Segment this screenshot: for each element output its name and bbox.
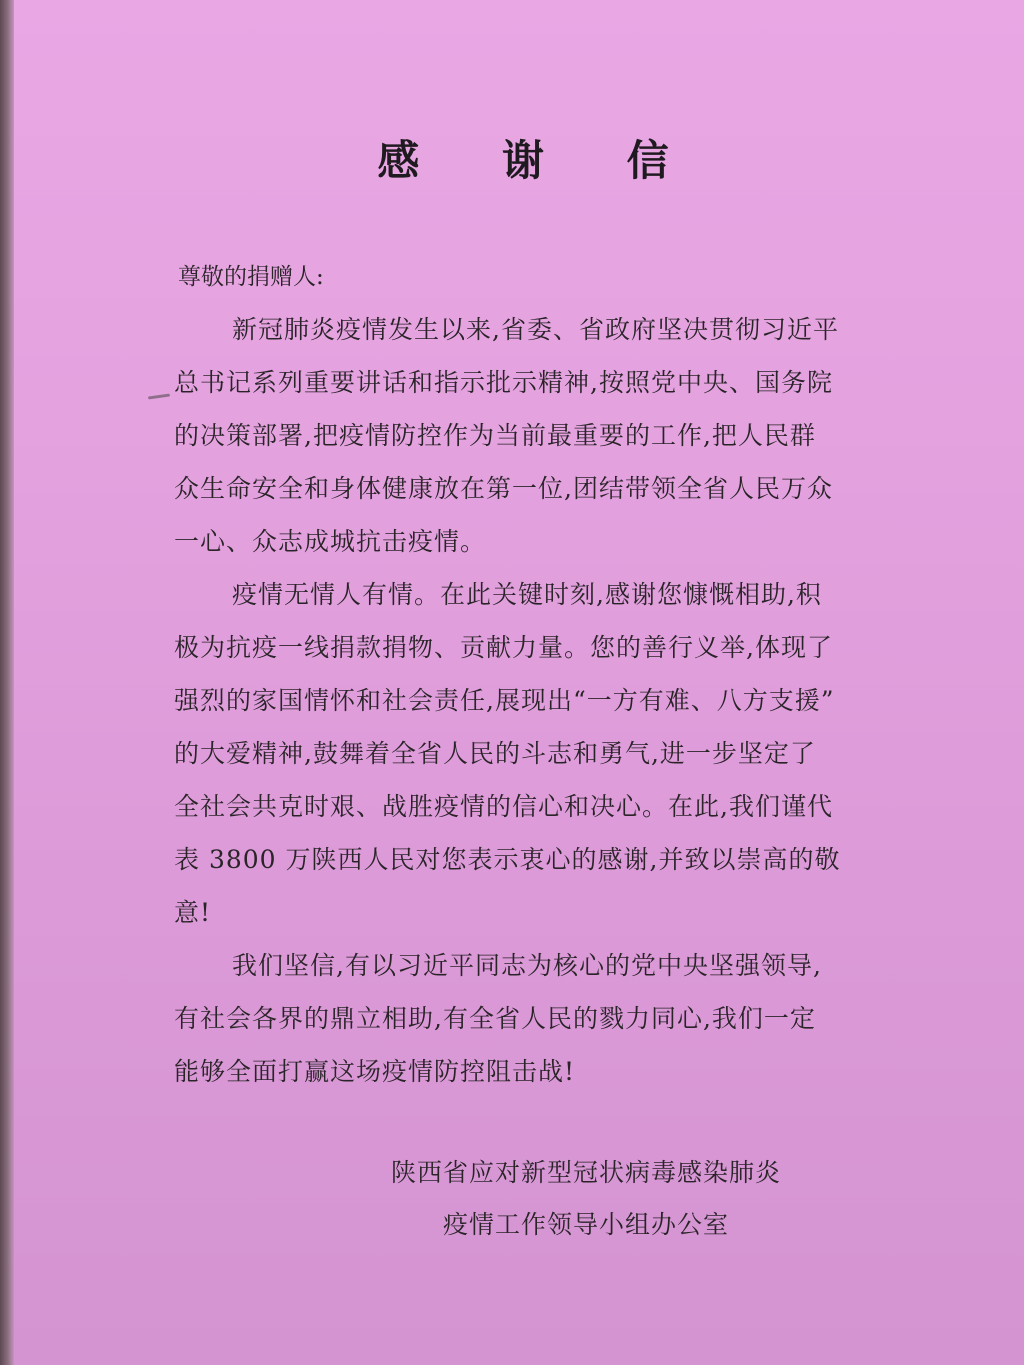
body-line-3: 的决策部署,把疫情防控作为当前最重要的工作,把人民群 xyxy=(174,421,816,450)
body-line-4: 众生命安全和身体健康放在第一位,团结带领全省人民万众 xyxy=(174,474,833,503)
body-line-7: 极为抗疫一线捐款捐物、贡献力量。您的善行义举,体现了 xyxy=(174,633,833,662)
letter-title: 感 谢 信 xyxy=(377,136,703,185)
greeting: 尊敬的捐赠人: xyxy=(178,264,324,290)
body-line-14: 有社会各界的鼎立相助,有全省人民的戮力同心,我们一定 xyxy=(174,1004,816,1033)
body-line-15: 能够全面打赢这场疫情防控阻击战! xyxy=(174,1057,576,1086)
body-line-12: 意! xyxy=(174,898,212,927)
body-line-13: 我们坚信,有以习近平同志为核心的党中央坚强领导, xyxy=(232,951,822,980)
body-line-5: 一心、众志成城抗击疫情。 xyxy=(174,527,487,556)
body-line-2: 总书记系列重要讲话和指示批示精神,按照党中央、国务院 xyxy=(174,368,833,397)
body-line-1: 新冠肺炎疫情发生以来,省委、省政府坚决贯彻习近平 xyxy=(232,315,839,344)
body-line-6: 疫情无情人有情。在此关键时刻,感谢您慷慨相助,积 xyxy=(232,580,822,609)
page-edge xyxy=(0,0,14,1365)
body-line-11: 表 3800 万陕西人民对您表示衷心的感谢,并致以崇高的敬 xyxy=(174,845,841,874)
body-line-10: 全社会共克时艰、战胜疫情的信心和决心。在此,我们谨代 xyxy=(174,792,833,821)
body-line-8: 强烈的家国情怀和社会责任,展现出“一方有难、八方支援” xyxy=(174,686,835,715)
signature-line-2: 疫情工作领导小组办公室 xyxy=(443,1210,730,1239)
body-line-9: 的大爱精神,鼓舞着全省人民的斗志和勇气,进一步坚定了 xyxy=(174,739,816,768)
signature-line-1: 陕西省应对新型冠状病毒感染肺炎 xyxy=(391,1158,782,1187)
